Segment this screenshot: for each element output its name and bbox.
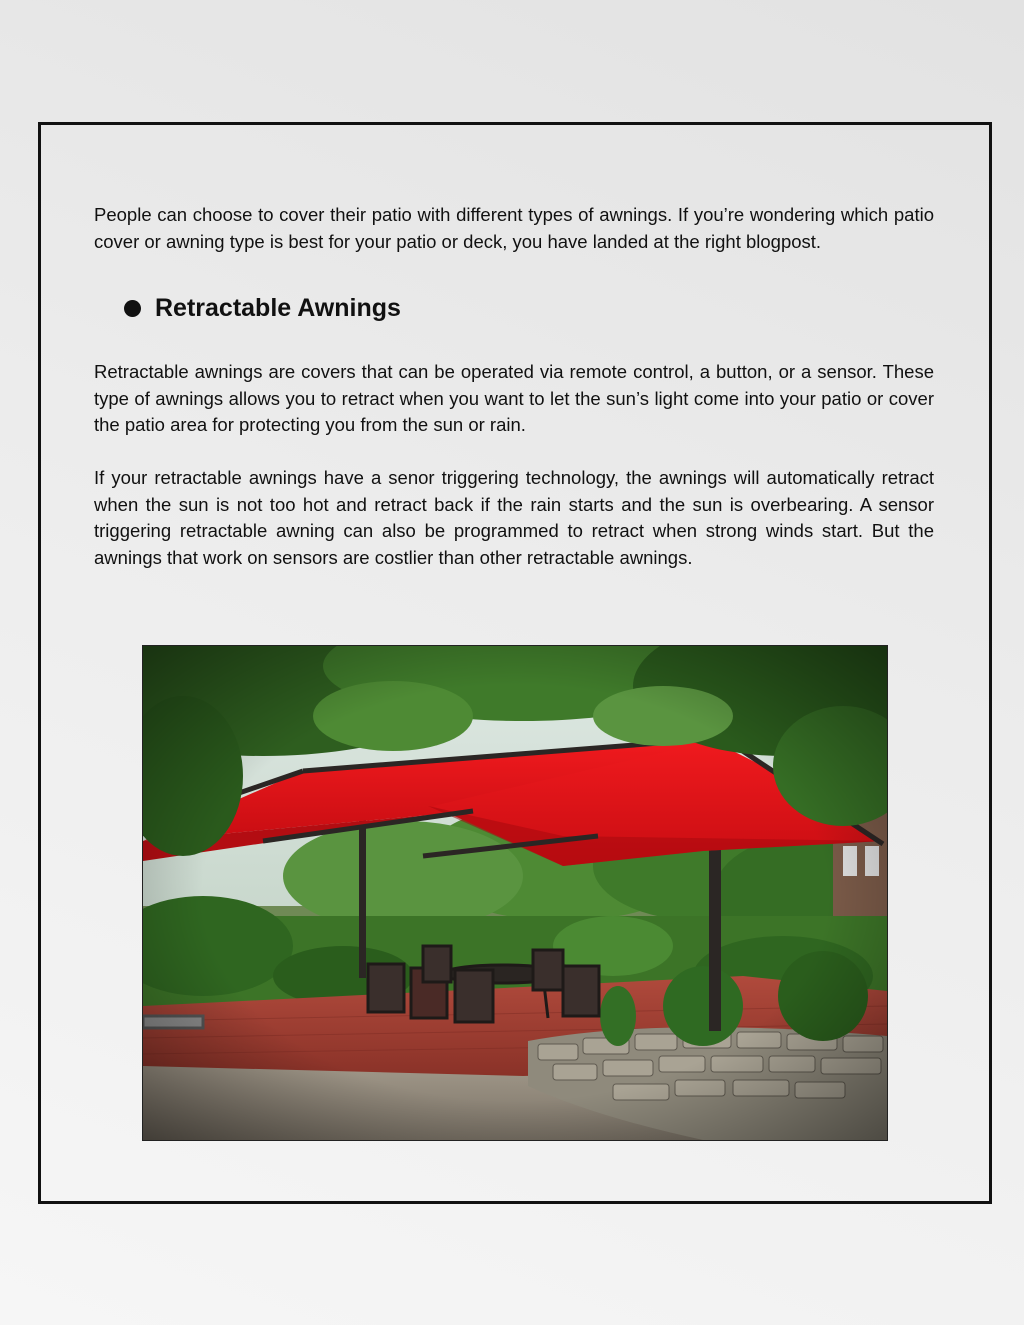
intro-paragraph: People can choose to cover their patio with different types of awnings. If you’re wondering which patio cover or awning type is best for your patio or deck, you have landed at the right blogpost.	[94, 204, 934, 252]
patio-awning-photo	[142, 645, 888, 1141]
document-body	[94, 202, 934, 571]
section-heading: Retractable Awnings	[155, 293, 401, 322]
body-paragraph-1: Retractable awnings are covers that can be operated via remote control, a button, or a sensor. These type of awnings allows you to retract when you want to let the sun’s light come into your patio or cover the patio area for protecting you from the sun or rain.	[94, 361, 934, 436]
section-heading-row	[124, 291, 934, 325]
bullet-icon	[124, 300, 141, 317]
body-paragraph-2: If your retractable awnings have a senor triggering technology, the awnings will automatically retract when the sun is not too hot and retract back if the rain starts and the sun is overbearing. A sensor triggering retractable awning can also be programmed to retract when strong winds start. But the awnings that work on sensors are costlier than other retractable awnings.	[94, 466, 934, 568]
